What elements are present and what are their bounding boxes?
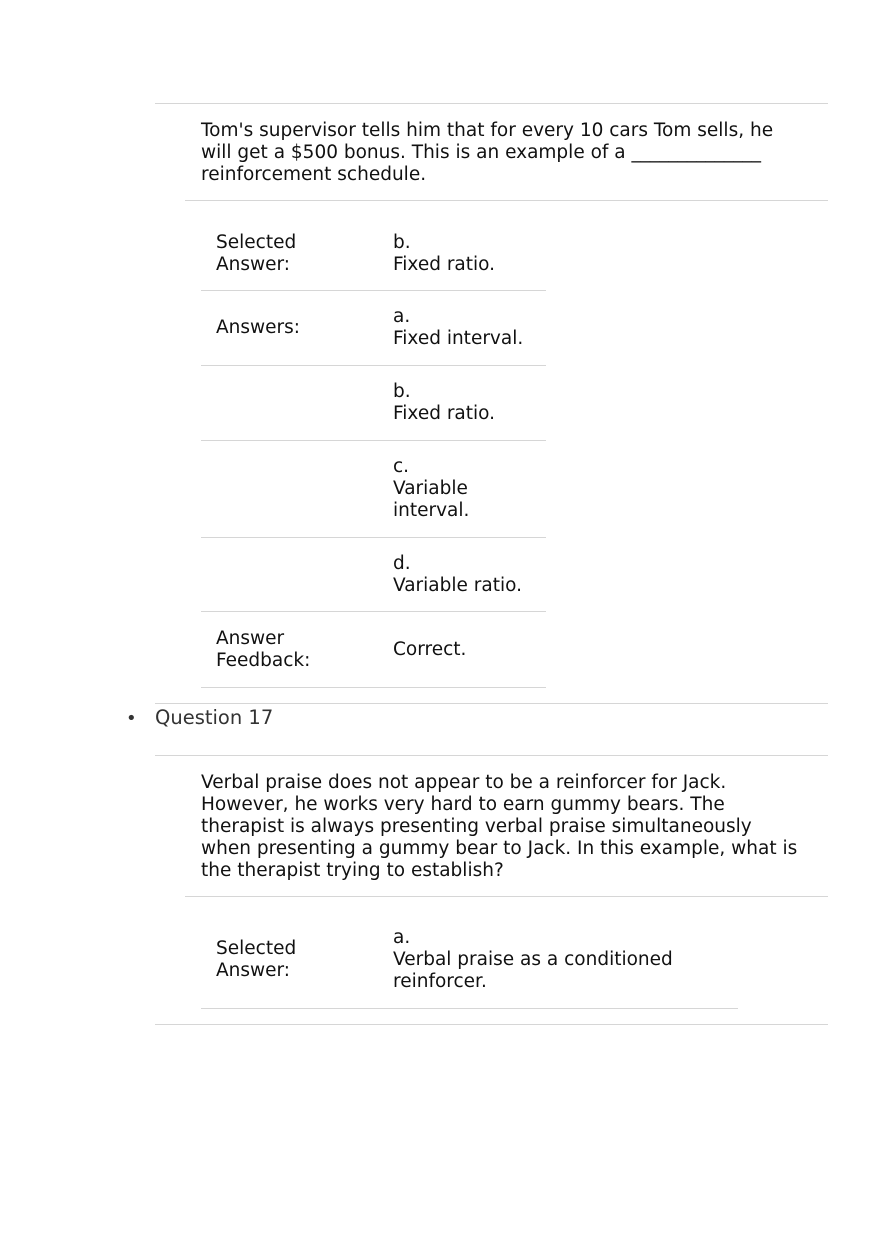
q16-row-divider bbox=[201, 440, 546, 441]
q16-selected-answer-letter: b. bbox=[393, 232, 411, 253]
answer-letter: d. bbox=[393, 553, 411, 574]
q16-prompt-line: will get a $500 bonus. This is an example of a ______________ bbox=[201, 142, 762, 163]
q16-question-text bbox=[201, 120, 773, 186]
q16-answers-label: Answers: bbox=[216, 317, 301, 338]
q16-prompt-line: reinforcement schedule. bbox=[201, 164, 427, 185]
q17-selected-answer bbox=[393, 927, 673, 993]
q17-selected-answer-letter: a. bbox=[393, 927, 411, 948]
q16-prompt-line: Tom's supervisor tells him that for every 10 cars Tom sells, he bbox=[201, 120, 774, 141]
q16-answer-option-c bbox=[393, 456, 469, 522]
q17-title-divider bbox=[155, 755, 828, 756]
q17-prompt-divider bbox=[185, 896, 828, 897]
answer-letter: b. bbox=[393, 381, 411, 402]
q16-row-divider bbox=[201, 687, 546, 688]
q17-row-divider bbox=[201, 1008, 738, 1009]
q16-feedback-label: Answer Feedback: bbox=[216, 628, 311, 671]
answer-text: Variable ratio. bbox=[393, 575, 522, 596]
q17-question-text bbox=[201, 772, 797, 882]
q16-selected-answer bbox=[393, 232, 495, 276]
q17-prompt-line: therapist is always presenting verbal praise simultaneously bbox=[201, 816, 752, 837]
q16-answer-option-d bbox=[393, 553, 522, 597]
q16-answer-option-b bbox=[393, 381, 495, 425]
q16-row-divider bbox=[201, 611, 546, 612]
answer-letter: c. bbox=[393, 456, 410, 477]
q16-row-divider bbox=[201, 365, 546, 366]
q17-prompt-line: when presenting a gummy bear to Jack. In this example, what is bbox=[201, 838, 798, 859]
q16-selected-answer-text: Fixed ratio. bbox=[393, 254, 496, 275]
q17-selected-answer-label: Selected Answer: bbox=[216, 938, 297, 981]
q16-selected-answer-label: Selected Answer: bbox=[216, 232, 297, 275]
q16-top-divider bbox=[155, 103, 828, 104]
answer-text: Fixed interval. bbox=[393, 328, 524, 349]
q17-bullet: • bbox=[126, 708, 137, 729]
q16-bottom-divider bbox=[155, 703, 828, 704]
q17-prompt-line: However, he works very hard to earn gummy bears. The bbox=[201, 794, 725, 815]
answer-text: Variable bbox=[393, 478, 468, 499]
q16-prompt-divider bbox=[185, 200, 828, 201]
answer-letter: a. bbox=[393, 306, 411, 327]
q17-title: Question 17 bbox=[155, 706, 274, 729]
q17-selected-answer-text: Verbal praise as a conditioned bbox=[393, 949, 673, 970]
q16-row-divider bbox=[201, 537, 546, 538]
q17-bottom-divider bbox=[155, 1024, 828, 1025]
q17-prompt-line: Verbal praise does not appear to be a reinforcer for Jack. bbox=[201, 772, 727, 793]
q17-selected-answer-text: reinforcer. bbox=[393, 971, 487, 992]
q17-prompt-line: the therapist trying to establish? bbox=[201, 860, 504, 881]
answer-text: Fixed ratio. bbox=[393, 403, 496, 424]
q16-feedback-text: Correct. bbox=[393, 639, 467, 660]
q16-row-divider bbox=[201, 290, 546, 291]
q16-answer-option-a bbox=[393, 306, 523, 350]
answer-text: interval. bbox=[393, 500, 470, 521]
